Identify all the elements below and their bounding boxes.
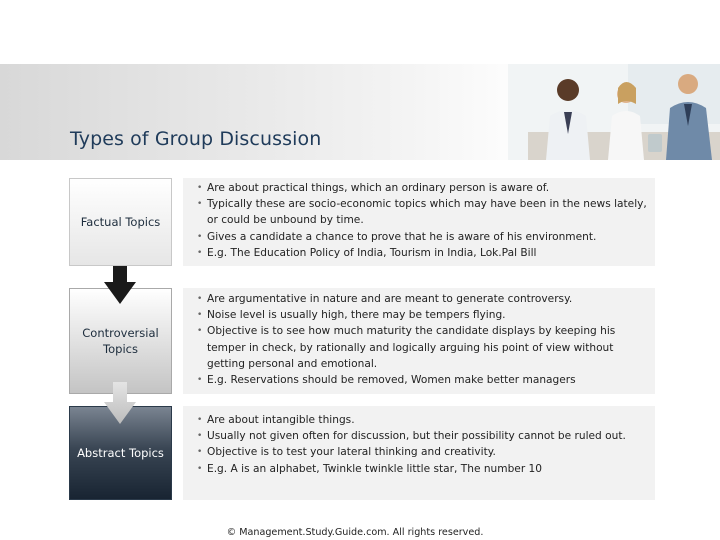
topic-label-text: Factual Topics <box>80 215 161 229</box>
list-item: • Noise level is usually high, there may be tempers flying. <box>197 307 651 323</box>
factual-topics-description <box>183 178 655 266</box>
business-meeting-photo <box>508 64 720 160</box>
list-item: • E.g. A is an alphabet, Twinkle twinkle little star, The number 10 <box>197 461 651 477</box>
topic-label-text: Abstract Topics <box>77 446 164 460</box>
list-item: • Objective is to test your lateral thinking and creativity. <box>197 444 651 460</box>
list-item: • Are about practical things, which an ordinary person is aware of. <box>197 180 651 196</box>
controversial-topics-description <box>183 288 655 394</box>
page-title: Types of Group Discussion <box>70 128 322 150</box>
down-arrow-icon <box>104 382 136 424</box>
list-item: • E.g. The Education Policy of India, Tourism in India, Lok.Pal Bill <box>197 245 651 261</box>
list-item: • Objective is to see how much maturity the candidate displays by keeping his temper in check, by rationally and logically arguing his point of view without getting personal and emotional. <box>197 323 651 372</box>
list-item: • Are argumentative in nature and are meant to generate controversy. <box>197 291 651 307</box>
copyright-text: © Management.Study.Guide.com. All rights reserved. <box>226 527 484 538</box>
abstract-topics-description <box>183 406 655 500</box>
list-item: • Typically these are socio-economic topics which may have been in the news lately, or could be unbound by time. <box>197 196 651 228</box>
list-item: • Usually not given often for discussion, but their possibility cannot be ruled out. <box>197 428 651 444</box>
copyright-footer <box>0 527 720 538</box>
list-item: • E.g. Reservations should be removed, Women make better managers <box>197 372 651 388</box>
down-arrow-icon <box>104 266 136 304</box>
factual-topics-label <box>69 178 172 266</box>
list-item: • Are about intangible things. <box>197 412 651 428</box>
list-item: • Gives a candidate a chance to prove that he is aware of his environment. <box>197 229 651 245</box>
topic-label-text: Controversial Topics <box>82 326 159 356</box>
